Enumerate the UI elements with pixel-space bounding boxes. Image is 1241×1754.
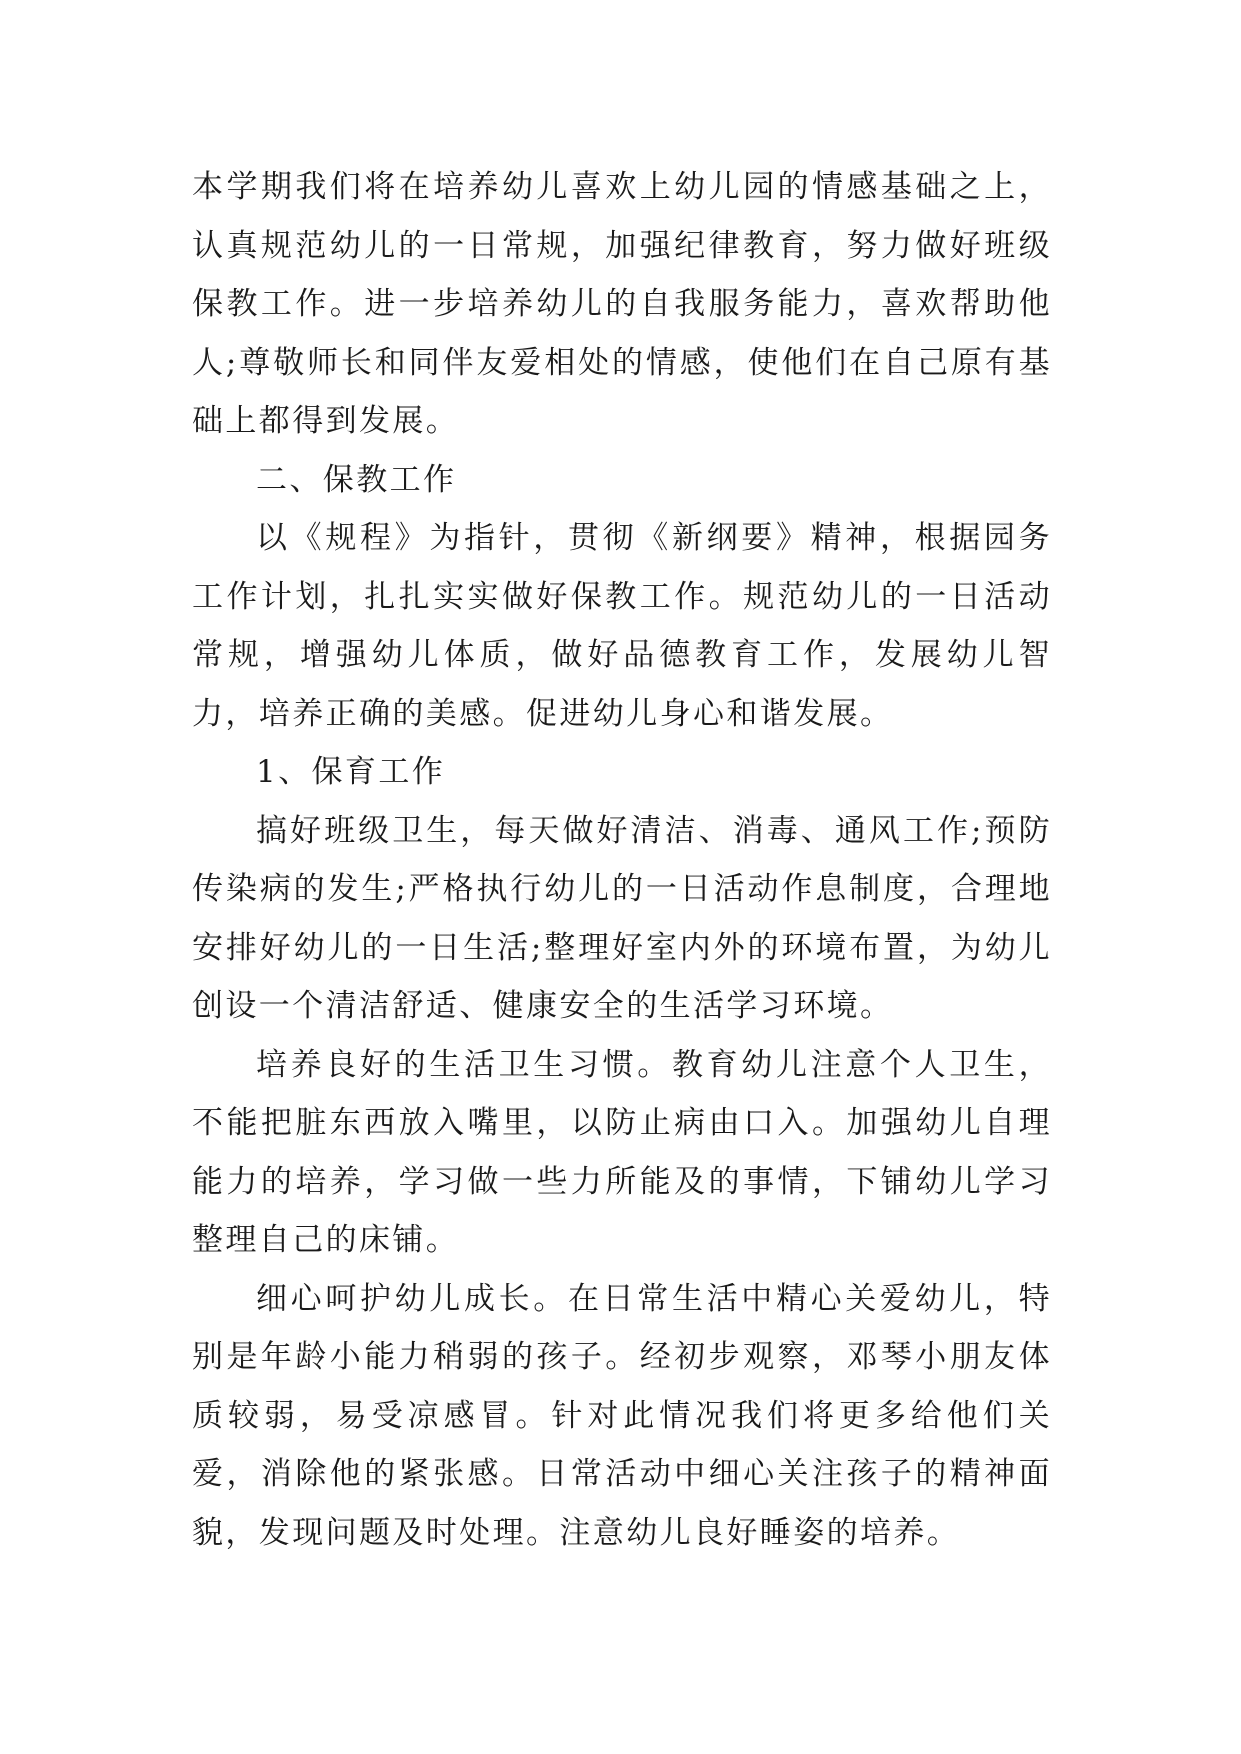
paragraph-care: 细心呵护幼儿成长。在日常生活中精心关爱幼儿，特别是年龄小能力稍弱的孩子。经初步观察，邓琴小朋友体质较弱，易受凉感冒。针对此情况我们将更多给他们关爱，消除他的紧张感。日常活动中细心关注孩子的精神面貌，发现问题及时处理。注意幼儿良好睡姿的培养。 [192,1280,1052,1551]
paragraph-hygiene: 搞好班级卫生，每天做好清洁、消毒、通风工作;预防传染病的发生;严格执行幼儿的一日活动作息制度，合理地安排好幼儿的一日生活;整理好室内外的环境布置，为幼儿创设一个清洁舒适、健康安全的生活学习环境。 [192,812,1052,1024]
paragraph-guideline: 以《规程》为指针，贯彻《新纲要》精神，根据园务工作计划，扎扎实实做好保教工作。规范幼儿的一日活动常规，增强幼儿体质，做好品德教育工作，发展幼儿智力，培养正确的美感。促进幼儿身心和谐发展。 [192,520,1052,732]
heading-subsection-1: 1、保育工作 [256,754,446,790]
heading-section-2: 二、保教工作 [256,461,457,498]
document-body [192,158,1052,1562]
paragraph-habits: 培养良好的生活卫生习惯。教育幼儿注意个人卫生，不能把脏东西放入嘴里，以防止病由口入。加强幼儿自理能力的培养，学习做一些力所能及的事情，下铺幼儿学习整理自己的床铺。 [192,1046,1052,1258]
paragraph-intro: 本学期我们将在培养幼儿喜欢上幼儿园的情感基础之上，认真规范幼儿的一日常规，加强纪律教育，努力做好班级保教工作。进一步培养幼儿的自我服务能力，喜欢帮助他人;尊敬师长和同伴友爱相处的情感，使他们在自己原有基础上都得到发展。 [192,169,1052,439]
